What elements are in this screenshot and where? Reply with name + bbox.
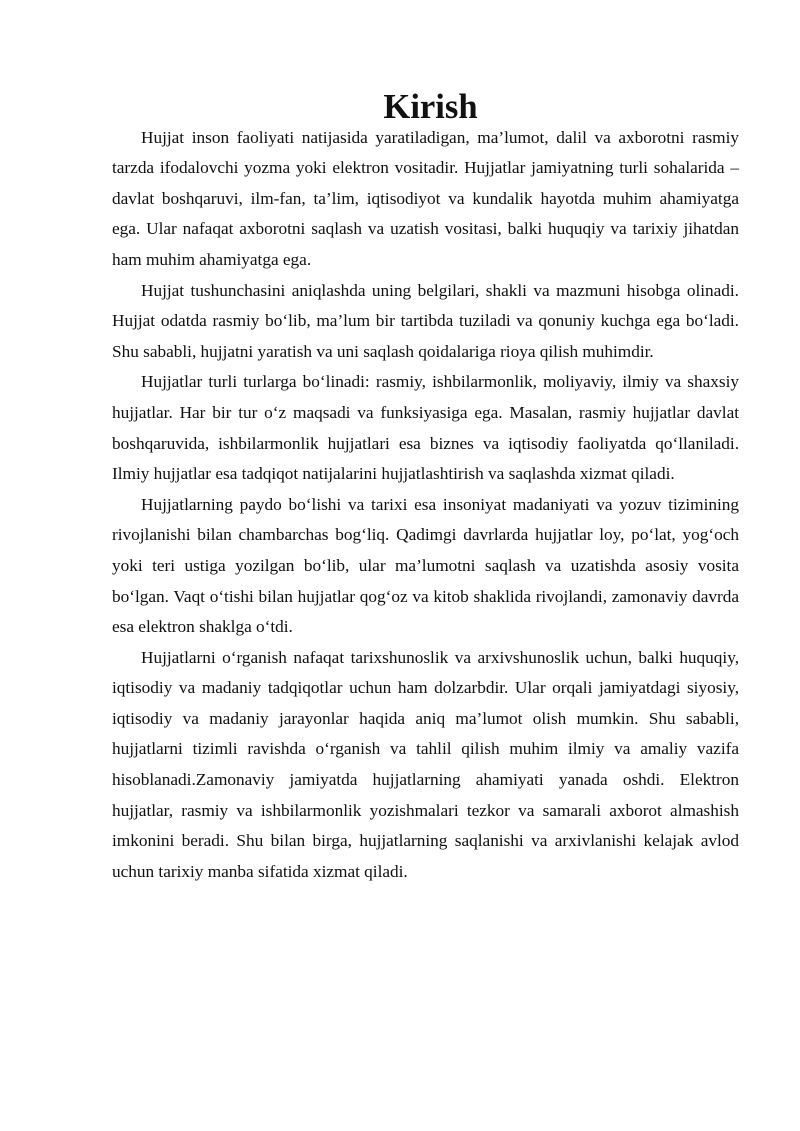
document-title: Kirish — [383, 88, 478, 126]
paragraph-types: Hujjatlar turli turlarga bo‘linadi: rasmiy, ishbilarmonlik, moliyaviy, ilmiy va shaxsiy hujjatlar. Har bir tur o‘z maqsadi va funksiyasiga ega. Masalan, rasmiy hujjatlar davlat boshqaruvida, ishbilarmonlik hujjatlari esa biznes va iqtisodiy faoliyatda qo‘llaniladi. Ilmiy hujjatlar esa tadqiqot natijalarini hujjatlashtirish va saqlashda xizmat qiladi. — [112, 372, 739, 484]
paragraph-history: Hujjatlarning paydo bo‘lishi va tarixi esa insoniyat madaniyati va yozuv tizimining rivojlanishi bilan chambarchas bog‘liq. Qadimgi davrlarda hujjatlar loy, po‘lat, yog‘och yoki teri ustiga yozilgan bo‘lib, ular ma’lumotni saqlash va uzatishda asosiy vosita bo‘lgan. Vaqt o‘tishi bilan hujjatlar qog‘oz va kitob shaklida rivojlandi, zamonaviy davrda esa elektron shaklga o‘tdi. — [112, 494, 739, 637]
paragraph-concept: Hujjat tushunchasini aniqlashda uning belgilari, shakli va mazmuni hisobga olinadi. Hujjat odatda rasmiy bo‘lib, ma’lum bir tartibda tuziladi va qonuniy kuchga ega bo‘ladi. Shu sababli, hujjatni yaratish va uni saqlash qoidalariga rioya qilish muhimdir. — [112, 280, 739, 361]
paragraph-definition: Hujjat inson faoliyati natijasida yaratiladigan, ma’lumot, dalil va axborotni rasmiy tarzda ifodalovchi yozma yoki elektron vositadir. Hujjatlar jamiyatning turli sohalarida – davlat boshqaruvi, ilm-fan, ta’lim, iqtisodiyot va kundalik hayotda muhim ahamiyatga ega. Ular nafaqat axborotni saqlash va uzatish vositasi, balki huquqiy va tarixiy jihatdan ham muhim ahamiyatga ega. — [112, 127, 739, 269]
document-body — [112, 88, 739, 887]
paragraph-study: Hujjatlarni o‘rganish nafaqat tarixshunoslik va arxivshunoslik uchun, balki huquqiy, iqtisodiy va madaniy tadqiqotlar uchun ham dolzarbdir. Ular orqali jamiyatdagi siyosiy, iqtisodiy va madaniy jarayonlar haqida aniq ma’lumot olish mumkin. Shu sababli, hujjatlarni tizimli ravishda o‘rganish va tahlil qilish muhim ilmiy va amaliy vazifa hisoblanadi.Zamonaviy jamiyatda hujjatlarning ahamiyati yanada oshdi. Elektron hujjatlar, rasmiy va ishbilarmonlik yozishmalari tezkor va samarali axborot almashish imkonini beradi. Shu bilan birga, hujjatlarning saqlanishi va arxivlanishi kelajak avlod uchun tarixiy manba sifatida xizmat qiladi. — [112, 647, 739, 881]
